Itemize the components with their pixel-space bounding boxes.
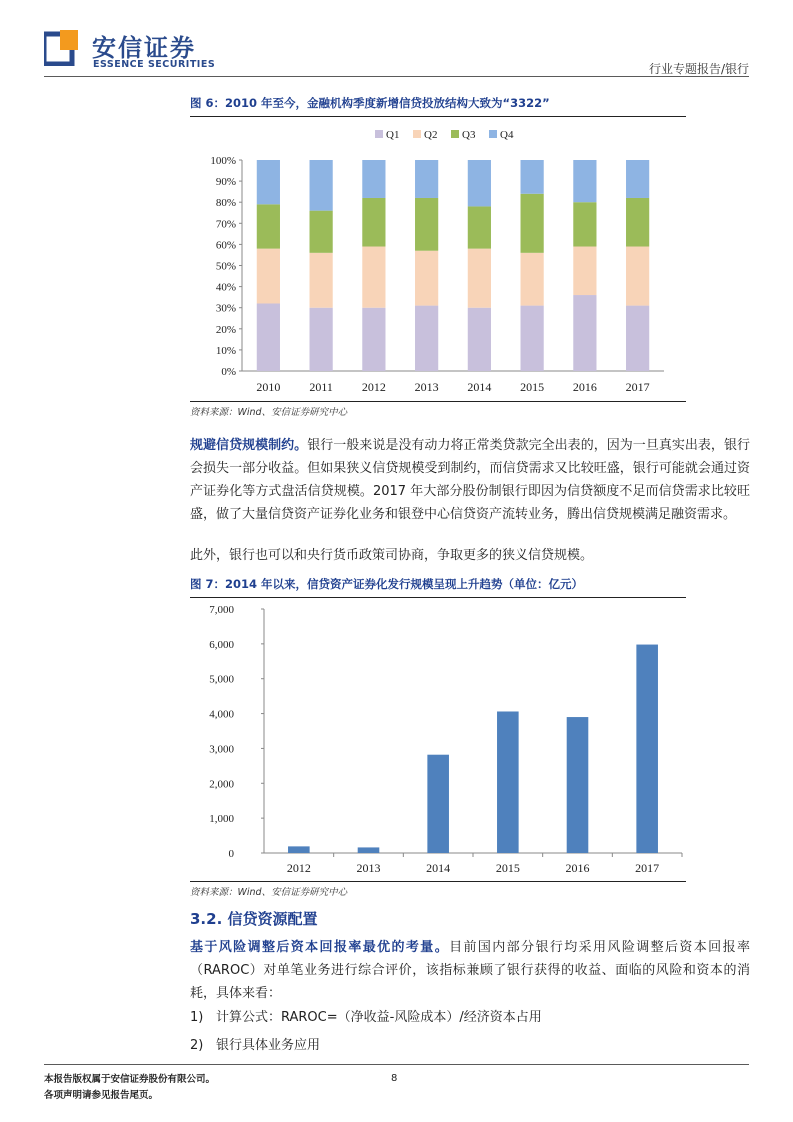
paragraph-lead: 基于风险调整后资本回报率最优的考量。 bbox=[190, 940, 450, 955]
paragraph-raroc bbox=[190, 936, 750, 1005]
bar-segment-q2-2016 bbox=[573, 247, 596, 296]
page-number: 8 bbox=[391, 1073, 398, 1084]
list-number: 1) bbox=[190, 1010, 204, 1025]
bar-segment-q1-2013 bbox=[415, 306, 438, 371]
section-title: 3.2. 信贷资源配置 bbox=[190, 910, 318, 928]
bar-2015 bbox=[497, 711, 519, 853]
bar-segment-q4-2017 bbox=[626, 160, 649, 198]
x-tick-label: 2016 bbox=[565, 861, 590, 875]
x-tick-label: 2014 bbox=[426, 861, 451, 875]
legend-swatch-q4 bbox=[489, 130, 497, 138]
fig6-source: 资料来源：Wind、安信证券研究中心 bbox=[190, 407, 348, 418]
bar-2013 bbox=[358, 847, 380, 853]
bar-segment-q2-2015 bbox=[521, 253, 544, 306]
x-tick-label: 2012 bbox=[361, 380, 386, 394]
footer-disclaimer: 各项声明请参见报告尾页。 bbox=[44, 1090, 159, 1101]
y-tick-label: 0% bbox=[221, 366, 236, 378]
x-tick-label: 2011 bbox=[309, 380, 333, 394]
bar-segment-q3-2016 bbox=[573, 202, 596, 246]
report-category: 行业专题报告/银行 bbox=[648, 62, 749, 76]
legend-label-q1: Q1 bbox=[386, 129, 400, 141]
x-tick-label: 2016 bbox=[572, 380, 597, 394]
legend-label-q4: Q4 bbox=[500, 129, 514, 141]
bar-segment-q4-2012 bbox=[362, 160, 385, 198]
fig7-bottom-rule bbox=[190, 881, 686, 882]
legend-swatch-q2 bbox=[413, 130, 421, 138]
company-name-en: ESSENCE SECURITIES bbox=[93, 59, 216, 70]
y-tick-label: 50% bbox=[215, 260, 236, 273]
fig6-stacked-bar-chart bbox=[190, 120, 686, 400]
x-tick-label: 2017 bbox=[635, 861, 660, 875]
footer-copyright: 本报告版权属于安信证券股份有限公司。 bbox=[44, 1074, 216, 1085]
fig7-source: 资料来源：Wind、安信证券研究中心 bbox=[190, 887, 348, 898]
list-text: 银行具体业务应用 bbox=[216, 1038, 321, 1053]
paragraph-credit-scale bbox=[190, 434, 750, 526]
bar-segment-q3-2013 bbox=[415, 198, 438, 251]
bar-segment-q4-2011 bbox=[310, 160, 333, 211]
bar-2014 bbox=[427, 755, 449, 853]
bar-segment-q4-2016 bbox=[573, 160, 596, 202]
bar-segment-q1-2017 bbox=[626, 306, 649, 371]
fig6-top-rule bbox=[190, 116, 686, 117]
x-tick-label: 2013 bbox=[414, 380, 439, 394]
fig7-title: 图 7：2014 年以来，信贷资产证券化发行规模呈现上升趋势（单位：亿元） bbox=[190, 577, 584, 591]
y-tick-label: 4,000 bbox=[209, 708, 234, 721]
bar-segment-q2-2012 bbox=[362, 247, 385, 308]
list-item bbox=[190, 1034, 320, 1053]
fig6-title: 图 6：2010 年至今，金融机构季度新增信贷投放结构大致为“3322” bbox=[190, 96, 550, 110]
bar-segment-q1-2016 bbox=[573, 295, 596, 371]
x-tick-label: 2017 bbox=[625, 380, 650, 394]
bar-segment-q1-2012 bbox=[362, 308, 385, 371]
bar-segment-q3-2015 bbox=[521, 194, 544, 253]
header-divider bbox=[44, 76, 749, 77]
legend-swatch-q1 bbox=[375, 130, 383, 138]
y-tick-label: 2,000 bbox=[209, 778, 234, 791]
x-tick-label: 2013 bbox=[356, 861, 381, 875]
bar-2012 bbox=[288, 846, 310, 853]
bar-2016 bbox=[567, 717, 589, 853]
list-item bbox=[190, 1006, 542, 1025]
x-tick-label: 2014 bbox=[467, 380, 492, 394]
bar-segment-q3-2012 bbox=[362, 198, 385, 247]
y-tick-label: 70% bbox=[215, 218, 236, 231]
list-text: 计算公式：RAROC=（净收益-风险成本）/经济资本占用 bbox=[216, 1010, 542, 1025]
fig6-bottom-rule bbox=[190, 401, 686, 402]
paragraph-body: 银行一般来说是没有动力将正常类贷款完全出表的，因为一旦真实出表，银行会损失一部分收益。但如果狭义信贷规模受到制约，而信贷需求又比较旺盛，银行可能就会通过资产证券化等方式盘活信贷规模。2017 年大部分股份制银行即因为信贷额度不足而信贷需求比较旺盛，做了大量信贷资产证券化业务和银登中心信贷资产流转业务，腾出信贷规模满足融资需求。 bbox=[190, 438, 750, 522]
bar-segment-q3-2010 bbox=[257, 204, 280, 248]
y-tick-label: 30% bbox=[215, 302, 236, 315]
company-logo-icon bbox=[44, 30, 78, 66]
y-tick-label: 90% bbox=[215, 176, 236, 189]
y-tick-label: 60% bbox=[215, 239, 236, 252]
company-name-cn: 安信证券 bbox=[92, 34, 196, 62]
bar-segment-q1-2010 bbox=[257, 303, 280, 371]
bar-segment-q3-2014 bbox=[468, 206, 491, 248]
y-tick-label: 0 bbox=[228, 848, 234, 860]
paragraph-central-bank: 此外，银行也可以和央行货币政策司协商，争取更多的狭义信贷规模。 bbox=[190, 548, 594, 563]
bar-segment-q2-2014 bbox=[468, 249, 491, 308]
y-tick-label: 10% bbox=[215, 344, 236, 357]
y-tick-label: 3,000 bbox=[209, 743, 234, 756]
bar-segment-q4-2013 bbox=[415, 160, 438, 198]
bar-segment-q4-2014 bbox=[468, 160, 491, 206]
list-number: 2) bbox=[190, 1038, 204, 1053]
y-tick-label: 100% bbox=[210, 155, 236, 167]
bar-segment-q4-2015 bbox=[521, 160, 544, 194]
x-tick-label: 2015 bbox=[495, 861, 520, 875]
y-tick-label: 1,000 bbox=[209, 813, 234, 826]
y-tick-label: 40% bbox=[215, 281, 236, 294]
x-tick-label: 2012 bbox=[286, 861, 311, 875]
paragraph-body: 目前国内部分银行均采用风险调整后资本回报率（RAROC）对单笔业务进行综合评价，该指标兼顾了银行获得的收益、面临的风险和资本的消耗，具体来看： bbox=[190, 940, 750, 1001]
bar-segment-q2-2011 bbox=[310, 253, 333, 308]
x-tick-label: 2015 bbox=[520, 380, 545, 394]
bar-segment-q1-2014 bbox=[468, 308, 491, 371]
legend-swatch-q3 bbox=[451, 130, 459, 138]
bar-segment-q4-2010 bbox=[257, 160, 280, 204]
bar-segment-q1-2011 bbox=[310, 308, 333, 371]
x-tick-label: 2010 bbox=[256, 380, 281, 394]
bar-2017 bbox=[636, 645, 658, 853]
bar-segment-q1-2015 bbox=[521, 306, 544, 371]
bar-segment-q2-2017 bbox=[626, 247, 649, 306]
fig7-top-rule bbox=[190, 597, 686, 598]
bar-segment-q2-2013 bbox=[415, 251, 438, 306]
y-tick-label: 20% bbox=[215, 323, 236, 336]
y-tick-label: 6,000 bbox=[209, 638, 234, 651]
fig7-bar-chart bbox=[190, 600, 686, 880]
legend-label-q3: Q3 bbox=[462, 129, 476, 141]
footer-divider bbox=[44, 1064, 749, 1065]
bar-segment-q3-2011 bbox=[310, 211, 333, 253]
y-tick-label: 7,000 bbox=[209, 604, 234, 616]
bar-segment-q2-2010 bbox=[257, 249, 280, 304]
y-tick-label: 80% bbox=[215, 197, 236, 210]
bar-segment-q3-2017 bbox=[626, 198, 649, 247]
legend-label-q2: Q2 bbox=[424, 129, 438, 141]
y-tick-label: 5,000 bbox=[209, 673, 234, 686]
paragraph-lead: 规避信贷规模制约。 bbox=[190, 438, 308, 453]
